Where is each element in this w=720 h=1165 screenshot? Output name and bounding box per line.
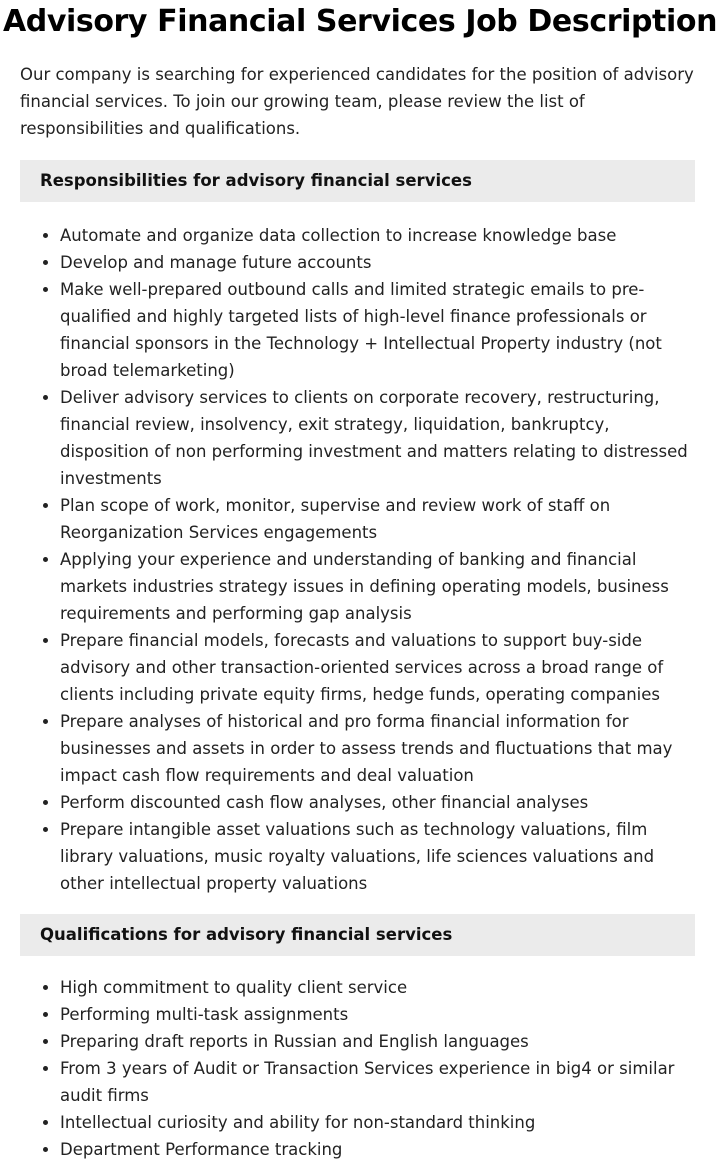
list-item: • Prepare analyses of historical and pro forma financial information for businesses and assets in order to assess trends and fluctuations that may impact cash flow requirements and deal valuation [60, 708, 695, 789]
page-title: Advisory Financial Services Job Description [2, 4, 718, 39]
qualifications-heading: Qualifications for advisory financial services [20, 914, 695, 956]
list-item: • Intellectual curiosity and ability for non-standard thinking [60, 1109, 695, 1136]
list-item: • Deliver advisory services to clients on corporate recovery, restructuring, financial review, insolvency, exit strategy, liquidation, bankruptcy, disposition of non performing investment and matters relating to distressed investments [60, 384, 695, 492]
responsibilities-heading: Responsibilities for advisory financial services [20, 160, 695, 202]
list-item: • Automate and organize data collection to increase knowledge base [60, 222, 695, 249]
list-item: • Prepare intangible asset valuations such as technology valuations, film library valuations, music royalty valuations, life sciences valuations and other intellectual property valuations [60, 816, 695, 897]
list-item: • Applying your experience and understanding of banking and financial markets industries strategy issues in defining operating models, business requirements and performing gap analysis [60, 546, 695, 627]
list-item: • Perform discounted cash flow analyses, other financial analyses [60, 789, 695, 816]
list-item: • Develop and manage future accounts [60, 249, 695, 276]
list-item: • Make well-prepared outbound calls and limited strategic emails to pre-qualified and highly targeted lists of high-level finance professionals or financial sponsors in the Technology + Intellectual Property industry (not broad telemarketing) [60, 276, 695, 384]
list-item: • From 3 years of Audit or Transaction Services experience in big4 or similar audit firms [60, 1055, 695, 1109]
list-item: • Prepare financial models, forecasts and valuations to support buy-side advisory and other transaction-oriented services across a broad range of clients including private equity firms, hedge funds, operating companies [60, 627, 695, 708]
responsibilities-list [20, 222, 695, 897]
list-item: • Department Performance tracking [60, 1136, 695, 1163]
qualifications-list [20, 974, 695, 1163]
list-item: • Performing multi-task assignments [60, 1001, 695, 1028]
intro-paragraph: Our company is searching for experienced candidates for the position of advisory financial services. To join our growing team, please review the list of responsibilities and qualifications. [20, 65, 694, 138]
list-item: • Preparing draft reports in Russian and English languages [60, 1028, 695, 1055]
list-item: • Plan scope of work, monitor, supervise and review work of staff on Reorganization Services engagements [60, 492, 695, 546]
list-item: • High commitment to quality client service [60, 974, 695, 1001]
